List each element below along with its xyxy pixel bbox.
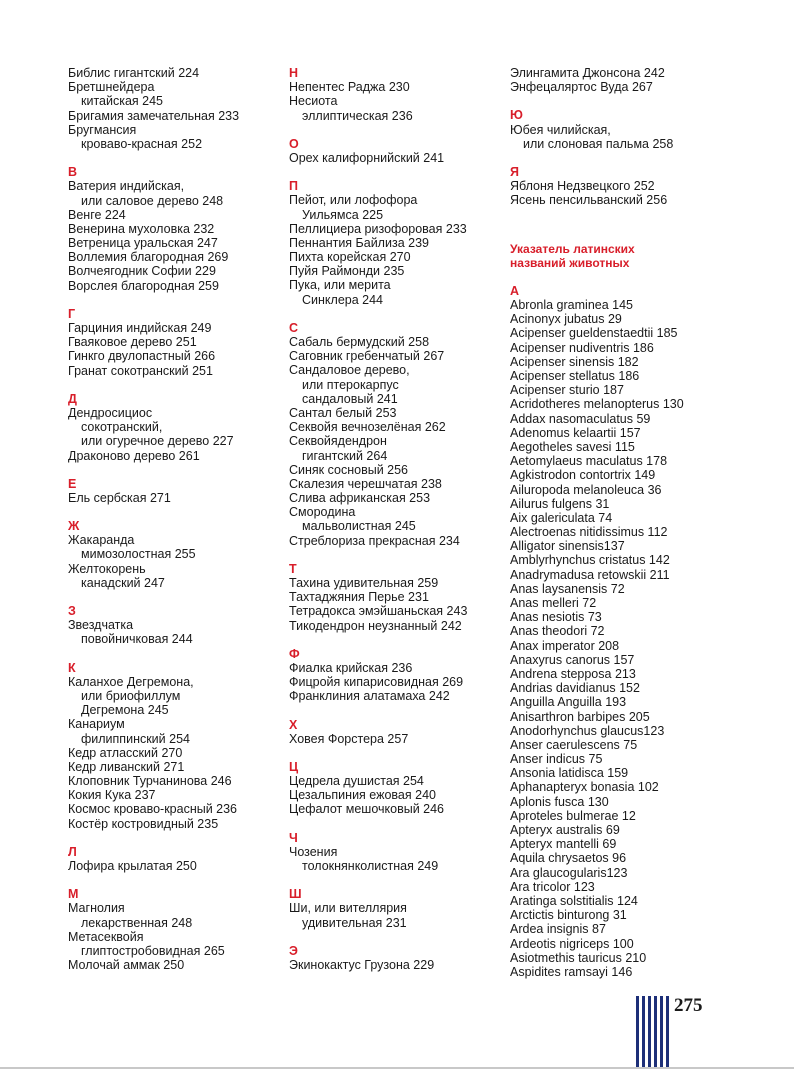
index-entry: Пейот, или лофофора	[289, 193, 418, 208]
section-letter: Х	[289, 717, 298, 732]
section-letter: З	[68, 604, 76, 618]
index-entry: Пука, или мерита	[289, 278, 391, 293]
index-section	[68, 477, 278, 505]
index-entry: Кедр атласский 270	[68, 745, 183, 760]
index-entry: Молочай аммак 250	[68, 958, 185, 973]
index-entry: Клоповник Турчанинова 246	[68, 774, 232, 789]
index-entry: Aegotheles savesi 115	[510, 439, 635, 454]
section-letter: Г	[68, 306, 76, 321]
index-entry: Фицройя кипарисовидная 269	[289, 675, 464, 690]
page-number: 275	[674, 995, 703, 1016]
index-entry: Пихта корейская 270	[289, 250, 411, 265]
index-entry: Каланхое Дегремона,	[68, 674, 194, 689]
index-entry: Aix galericulata 74	[510, 510, 613, 525]
index-section	[68, 165, 278, 293]
index-entry: Adenomus kelaartii 157	[510, 425, 641, 440]
index-entry: Anisarthron barbipes 205	[510, 709, 650, 724]
index-entry-continuation: мимозолостная 255	[81, 547, 196, 562]
index-section	[68, 604, 278, 647]
section-letter: A	[510, 283, 520, 298]
index-entry: Anas melleri 72	[510, 596, 597, 611]
index-entry-continuation: повойничковая 244	[81, 632, 193, 647]
index-entry: Alligator sinensis137	[510, 539, 625, 554]
index-entry: Сабаль бермудский 258	[289, 335, 430, 349]
index-entry-continuation: кроваво-красная 252	[81, 136, 203, 151]
index-entry: Драконово дерево 261	[68, 448, 200, 463]
index-entry: Aratinga solstitialis 124	[510, 893, 638, 908]
index-entry: Amblyrhynchus cristatus 142	[510, 553, 670, 568]
index-section	[68, 66, 278, 151]
index-entry: Agkistrodon contortrix 149	[510, 468, 656, 483]
index-entry: Ватерия индийская,	[68, 179, 185, 194]
index-entry: Непентес Раджа 230	[289, 80, 410, 95]
index-entry-continuation: удивительная 231	[302, 915, 407, 930]
index-section	[289, 137, 499, 165]
index-entry: Лофира крылатая 250	[68, 859, 197, 873]
index-entry: Элингамита Джонсона 242	[510, 66, 665, 80]
index-entry: Ветреница уральская 247	[68, 236, 218, 251]
index-entry: Юбея чилийская,	[510, 122, 611, 137]
index-entry: Цезальпиния ежовая 240	[289, 788, 436, 803]
index-entry: Волчеягодник Софии 229	[68, 264, 216, 279]
index-entry: Венге 224	[68, 207, 126, 222]
heading-line: Указатель латинских	[510, 241, 635, 256]
index-entry: Магнолия	[68, 901, 125, 916]
index-entry: Стреблориза прекрасная 234	[289, 533, 460, 548]
index-entry: Arctictis binturong 31	[510, 908, 627, 923]
index-entry: Anser caerulescens 75	[510, 737, 638, 752]
index-entry: Слива африканская 253	[289, 491, 431, 506]
index-entry: Фиалка крийская 236	[289, 660, 413, 675]
index-entry-continuation: или огуречное дерево 227	[81, 434, 234, 449]
index-entry: Бретшнейдера	[68, 80, 155, 95]
index-entry: Ши, или вителлярия	[289, 901, 407, 916]
index-section	[289, 321, 499, 548]
index-entry: Костёр костровидный 235	[68, 816, 219, 831]
index-entry: Тетрадокса эмэйшаньская 243	[289, 604, 468, 619]
index-section	[289, 179, 499, 307]
index-entry: Anas theodori 72	[510, 624, 605, 639]
index-entry: Кедр ливанский 271	[68, 759, 185, 774]
index-entry: Ель сербская 271	[68, 490, 171, 505]
index-entry: Apteryx mantelli 69	[510, 837, 617, 852]
index-entry-continuation: Синклера 244	[302, 292, 383, 307]
index-entry-continuation: или бриофиллум	[81, 688, 181, 703]
index-entry-continuation: Дегремона 245	[81, 703, 169, 718]
index-section	[510, 284, 750, 979]
index-entry: Acinonyx jubatus 29	[510, 312, 622, 327]
index-entry: Гинкго двулопастный 266	[68, 349, 216, 364]
index-entry: Цефалот мешочковый 246	[289, 802, 445, 817]
index-entry: Сандаловое дерево,	[289, 363, 410, 378]
index-entry: Anodorhynchus glaucus123	[510, 723, 665, 738]
index-entry: Экинокактус Грузона 229	[289, 957, 435, 972]
latin-index-heading	[510, 242, 750, 270]
index-section	[289, 887, 499, 930]
index-entry: Космос кроваво-красный 236	[68, 802, 238, 817]
index-entry: Дендросициос	[68, 405, 153, 420]
index-entry: Aspidites ramsayi 146	[510, 964, 633, 979]
index-entry-continuation: или слоновая пальма 258	[523, 136, 674, 151]
index-entry: Addax nasomaculatus 59	[510, 411, 651, 426]
index-entry: Anaxyrus canorus 157	[510, 652, 635, 667]
section-letter: Ш	[289, 887, 302, 902]
index-entry-continuation: или птерокарпус	[302, 377, 399, 392]
index-section	[68, 887, 278, 972]
index-entry: Acipenser sinensis 182	[510, 354, 639, 369]
index-entry: Воллемия благородная 269	[68, 250, 229, 265]
index-section	[289, 760, 499, 817]
bottom-rule	[0, 1067, 794, 1069]
index-section	[68, 392, 278, 463]
index-entry: Andrias davidianus 152	[510, 681, 640, 696]
index-entry: Ailuropoda melanoleuca 36	[510, 482, 662, 497]
index-entry-continuation: сокотранский,	[81, 420, 163, 435]
index-entry: Ardeotis nigriceps 100	[510, 936, 634, 951]
section-letter: К	[68, 660, 76, 675]
index-entry-continuation: лекарственная 248	[81, 915, 193, 930]
index-entry: Anas nesiotis 73	[510, 610, 602, 625]
index-entry: Ailurus fulgens 31	[510, 496, 610, 511]
index-entry: Тахтаджяния Перье 231	[289, 590, 429, 605]
index-entry: Жакаранда	[68, 533, 135, 548]
index-section	[68, 307, 278, 378]
decorative-bar	[666, 996, 669, 1068]
index-entry: Гваяковое дерево 251	[68, 335, 197, 350]
index-entry: Саговник гребенчатый 267	[289, 349, 445, 364]
index-entry-continuation: филиппинский 254	[81, 731, 190, 746]
index-entry: Сантал белый 253	[289, 405, 397, 420]
spacer	[510, 222, 750, 242]
index-section	[510, 66, 750, 94]
index-entry: Aquila chrysaetos 96	[510, 851, 627, 866]
index-entry-continuation: китайская 245	[81, 94, 164, 109]
index-entry-continuation: сандаловый 241	[302, 391, 398, 406]
decorative-bar	[642, 996, 645, 1068]
index-entry: Канариум	[68, 717, 125, 732]
index-entry: Франклиния алатамаха 242	[289, 689, 450, 704]
index-entry: Ховея Форстера 257	[289, 731, 409, 746]
index-entry: Кокия Кука 237	[68, 788, 156, 803]
index-entry: Andrena stepposa 213	[510, 666, 636, 681]
section-letter: Ч	[289, 830, 298, 845]
index-entry: Чозения	[289, 844, 338, 859]
index-section	[68, 845, 278, 873]
index-entry: Acipenser nudiventris 186	[510, 340, 654, 355]
index-entry: Acridotheres melanopterus 130	[510, 397, 684, 412]
section-letter: Д	[68, 391, 77, 406]
index-entry: Alectroenas nitidissimus 112	[510, 525, 668, 540]
section-letter: Е	[68, 476, 77, 491]
index-entry: Anadrymadusa retowskii 211	[510, 567, 670, 582]
index-entry: Бригамия замечательная 233	[68, 108, 240, 123]
index-entry: Библис гигантский 224	[68, 66, 200, 80]
index-entry-continuation: глиптостробовидная 265	[81, 943, 225, 958]
section-letter: П	[289, 179, 298, 194]
index-section	[289, 718, 499, 746]
index-entry-continuation: гигантский 264	[302, 448, 388, 463]
index-entry-continuation: мальволистная 245	[302, 519, 416, 534]
index-entry: Метасеквойя	[68, 929, 144, 944]
section-letter: Л	[68, 844, 77, 859]
index-entry: Acipenser gueldenstaedtii 185	[510, 326, 678, 341]
index-entry-continuation: или саловое дерево 248	[81, 193, 224, 208]
index-entry: Anser indicus 75	[510, 752, 603, 767]
index-entry: Asiotmethis tauricus 210	[510, 950, 647, 965]
index-entry: Несиота	[289, 94, 338, 109]
section-letter: Э	[289, 943, 298, 958]
index-entry: Anax imperator 208	[510, 638, 620, 653]
decorative-bars	[636, 996, 669, 1068]
index-entry: Тикодендрон неузнанный 242	[289, 618, 462, 633]
index-section	[289, 944, 499, 972]
index-entry: Ansonia latidisca 159	[510, 766, 629, 781]
heading-line: названий животных	[510, 255, 630, 270]
index-entry: Гранат сокотранский 251	[68, 363, 213, 378]
index-section	[289, 66, 499, 123]
index-entry: Ara tricolor 123	[510, 879, 595, 894]
index-entry: Гарциния индийская 249	[68, 321, 212, 335]
index-entry: Aplonis fusca 130	[510, 794, 609, 809]
index-entry: Пеллициера ризофоровая 233	[289, 221, 467, 236]
section-letter: Я	[510, 164, 519, 179]
index-entry: Aetomylaeus maculatus 178	[510, 454, 668, 469]
index-entry: Anguilla Anguilla 193	[510, 695, 627, 710]
section-letter: О	[289, 136, 299, 151]
index-entry: Желтокорень	[68, 561, 146, 576]
index-entry: Apteryx australis 69	[510, 823, 620, 838]
index-entry: Aphanapteryx bonasia 102	[510, 780, 659, 795]
index-entry: Энфецаляртос Вуда 267	[510, 80, 653, 95]
index-entry: Тахина удивительная 259	[289, 576, 439, 590]
index-column-1	[68, 66, 278, 986]
index-entry-continuation: толокнянколистная 249	[302, 859, 439, 873]
decorative-bar	[636, 996, 639, 1068]
index-entry: Acipenser sturio 187	[510, 383, 624, 398]
index-entry: Ясень пенсильванский 256	[510, 193, 668, 208]
index-entry: Синяк сосновый 256	[289, 462, 409, 477]
index-entry: Цедрела душистая 254	[289, 774, 424, 789]
index-entry: Acipenser stellatus 186	[510, 369, 640, 384]
index-entry: Пеннантия Байлиза 239	[289, 235, 429, 250]
index-entry: Смородина	[289, 505, 356, 520]
index-section	[510, 165, 750, 208]
index-entry: Секвойя вечнозелёная 262	[289, 420, 446, 435]
index-section	[289, 647, 499, 704]
index-section	[68, 519, 278, 590]
index-entry: Бругмансия	[68, 122, 137, 137]
section-letter: В	[68, 165, 78, 180]
index-entry: Ara glaucogularis123	[510, 865, 628, 880]
decorative-bar	[660, 996, 663, 1068]
index-entry: Скалезия черешчатая 238	[289, 476, 442, 491]
index-entry: Венерина мухоловка 232	[68, 221, 215, 236]
index-entry-continuation: эллиптическая 236	[302, 108, 413, 123]
index-entry: Яблоня Недзвецкого 252	[510, 179, 655, 194]
section-letter: Н	[289, 66, 299, 80]
section-letter: Ю	[510, 108, 523, 123]
index-section	[289, 831, 499, 874]
index-column-3	[510, 66, 750, 993]
index-entry: Aproteles bulmerae 12	[510, 808, 636, 823]
decorative-bar	[654, 996, 657, 1068]
section-letter: Ж	[68, 519, 80, 534]
index-section	[510, 108, 750, 151]
index-entry: Пуйя Раймонди 235	[289, 264, 405, 279]
decorative-bar	[648, 996, 651, 1068]
section-letter: М	[68, 887, 79, 902]
index-entry: Ворслея благородная 259	[68, 278, 219, 293]
index-entry: Anas laysanensis 72	[510, 581, 625, 596]
index-column-2	[289, 66, 499, 986]
index-entry: Секвойядендрон	[289, 434, 387, 449]
section-letter: С	[289, 320, 299, 335]
index-entry: Орех калифорнийский 241	[289, 150, 445, 165]
index-section	[68, 661, 278, 831]
section-letter: Ф	[289, 646, 300, 661]
index-entry: Abronla graminea 145	[510, 298, 633, 313]
index-entry-continuation: канадский 247	[81, 575, 165, 590]
section-letter: Т	[289, 561, 297, 576]
section-letter: Ц	[289, 759, 299, 774]
index-entry: Звездчатка	[68, 618, 134, 633]
index-entry-continuation: Уильямса 225	[302, 207, 384, 222]
index-entry: Ardea insignis 87	[510, 922, 606, 937]
index-section	[289, 562, 499, 633]
